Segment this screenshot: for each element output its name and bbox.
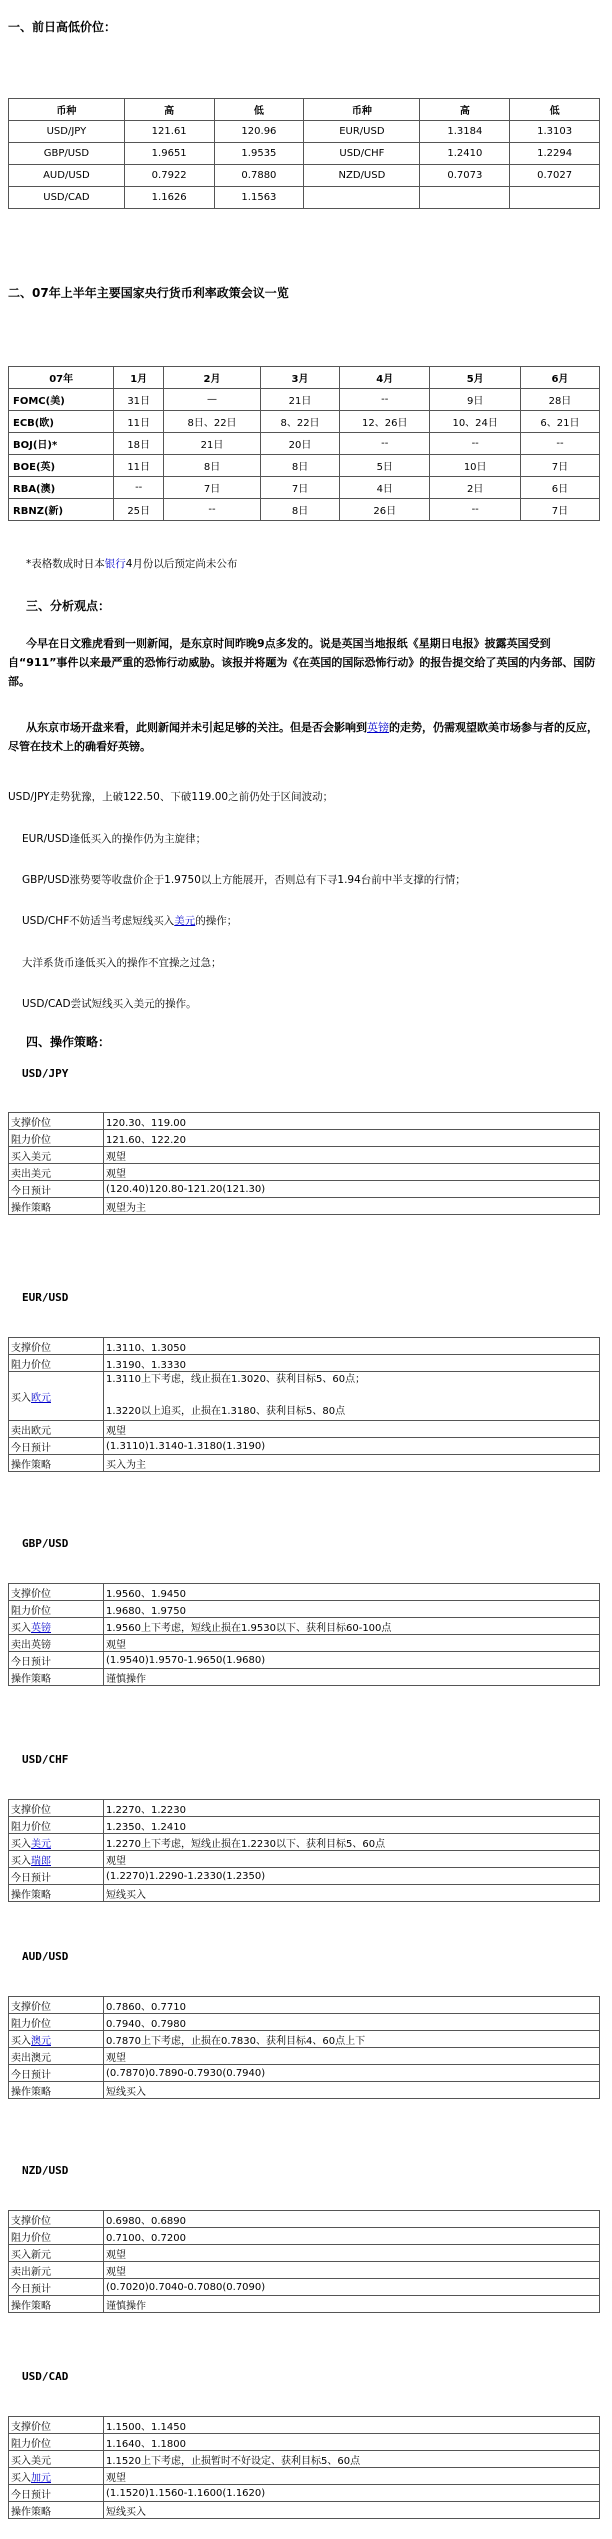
strategy-table	[8, 1583, 600, 1686]
central-bank-schedule-table	[8, 366, 600, 521]
strategy-row	[9, 1652, 600, 1669]
strategy-key: 支撑价位	[9, 1997, 104, 2014]
schedule-date-cell: 7日	[261, 477, 340, 499]
strategy-value: 观望	[104, 2468, 600, 2485]
strategy-row	[9, 2502, 600, 2519]
schedule-date-cell: 4日	[340, 477, 430, 499]
strategy-row	[9, 2279, 600, 2296]
strategy-key: 卖出新元	[9, 2262, 104, 2279]
schedule-bank-cell: FOMC(美)	[9, 389, 114, 411]
pair-title: AUD/USD	[22, 1950, 69, 1963]
price-header-cell: 低	[214, 99, 304, 121]
strategy-value: (1.9540)1.9570-1.9650(1.9680)	[104, 1652, 600, 1669]
price-cell: 1.9651	[124, 143, 214, 165]
price-cell: 0.7027	[510, 165, 600, 187]
schedule-date-cell: 12、26日	[340, 411, 430, 433]
strategy-row	[9, 1130, 600, 1147]
schedule-date-cell: --	[340, 389, 430, 411]
schedule-date-cell: 2日	[430, 477, 520, 499]
strategy-key: 支撑价位	[9, 1338, 104, 1355]
strategy-key: 卖出英镑	[9, 1635, 104, 1652]
schedule-date-cell: 18日	[114, 433, 164, 455]
strategy-value: 观望为主	[104, 1198, 600, 1215]
analysis-paragraph-1: 今早在日文雅虎看到一则新闻，是东京时间昨晚9点多发的。说是英国当地报纸《星期日电报》披露英国受到自“911”事件以来最严重的恐怖行动威胁。该报并将题为《在英国的国际恐怖行动》的报告提交给了英国的内务部、国防部。	[8, 637, 596, 688]
price-table-header	[9, 99, 600, 121]
strategy-value: (120.40)120.80-121.20(121.30)	[104, 1181, 600, 1198]
strategy-key: 阻力价位	[9, 2434, 104, 2451]
strategy-key-text: 买入	[11, 1838, 31, 1850]
strategy-key: 操作策略	[9, 2296, 104, 2313]
strategy-row	[9, 2262, 600, 2279]
strategy-key: 支撑价位	[9, 2417, 104, 2434]
strategy-row	[9, 1584, 600, 1601]
price-cell	[420, 187, 510, 209]
analysis-paragraph-2	[8, 718, 604, 756]
strategy-table	[8, 1112, 600, 1215]
strategy-value: 观望	[104, 1164, 600, 1181]
strategy-value: 1.9560上下考虑，短线止损在1.9530以下、获利目标60-100点	[104, 1618, 600, 1635]
strategy-value: 1.2350、1.2410	[104, 1817, 600, 1834]
strategy-row	[9, 2296, 600, 2313]
schedule-date-cell: 10、24日	[430, 411, 520, 433]
schedule-header-cell: 1月	[114, 367, 164, 389]
price-cell: 1.2410	[420, 143, 510, 165]
price-range-table	[8, 98, 600, 209]
schedule-table-header	[9, 367, 600, 389]
strategy-key: 支撑价位	[9, 1113, 104, 1130]
strategy-value: 0.7870上下考虑，止损在0.7830、获利目标4、60点上下	[104, 2031, 600, 2048]
price-header-cell: 高	[420, 99, 510, 121]
strategy-row	[9, 2211, 600, 2228]
schedule-date-cell: --	[430, 499, 520, 521]
strategy-row	[9, 2417, 600, 2434]
schedule-date-cell: 5日	[340, 455, 430, 477]
schedule-date-cell: --	[164, 499, 261, 521]
schedule-table-row	[9, 455, 600, 477]
schedule-date-cell: 8日	[261, 499, 340, 521]
price-cell: 1.1626	[124, 187, 214, 209]
strategy-value-line: 1.3110上下考虑，线止损在1.3020、获利目标5、60点；	[106, 1374, 366, 1385]
strategy-key	[9, 2468, 104, 2485]
schedule-date-cell: 6日	[520, 477, 599, 499]
schedule-bank-cell: RBA(澳)	[9, 477, 114, 499]
pair-title: USD/CHF	[22, 1753, 69, 1766]
strategy-key: 买入美元	[9, 1147, 104, 1164]
strategy-value: 120.30、119.00	[104, 1113, 600, 1130]
strategy-row	[9, 1455, 600, 1472]
view-usdchf-text: USD/CHF不妨适当考虑短线买入	[22, 915, 175, 927]
strategy-row	[9, 1355, 600, 1372]
view-usdjpy: USD/JPY走势犹豫，上破122.50、下破119.00之前仍处于区间波动；	[8, 791, 334, 803]
strategy-row	[9, 2468, 600, 2485]
schedule-date-cell: 10日	[430, 455, 520, 477]
strategy-value: 观望	[104, 1421, 600, 1438]
strategy-key	[9, 1834, 104, 1851]
strategy-value: 1.3190、1.3330	[104, 1355, 600, 1372]
strategy-row	[9, 1885, 600, 1902]
schedule-note	[26, 556, 237, 571]
strategy-value: 1.2270上下考虑，短线止损在1.2230以下、获利目标5、60点	[104, 1834, 600, 1851]
strategy-key-text: 买入	[11, 1855, 31, 1867]
strategy-table	[8, 1337, 600, 1472]
view-usdchf-text-end: 的操作；	[195, 915, 238, 927]
para2-text: 从东京市场开盘来看，此则新闻并未引起足够的关注。但是否会影响到	[26, 721, 367, 734]
strategy-value: 观望	[104, 2262, 600, 2279]
strategy-key: 阻力价位	[9, 1817, 104, 1834]
price-cell: NZD/USD	[304, 165, 420, 187]
price-cell: 1.3184	[420, 121, 510, 143]
strategy-value: 观望	[104, 1851, 600, 1868]
strategy-row	[9, 2031, 600, 2048]
currency-link[interactable]: 加元	[31, 2472, 51, 2484]
price-cell	[304, 187, 420, 209]
strategy-key: 买入新元	[9, 2245, 104, 2262]
strategy-row	[9, 1601, 600, 1618]
pair-title: EUR/USD	[22, 1291, 69, 1304]
schedule-date-cell: 26日	[340, 499, 430, 521]
strategy-value: 1.1520上下考虑，止损暂时不好设定、获利目标5、60点	[104, 2451, 600, 2468]
strategy-key: 阻力价位	[9, 2228, 104, 2245]
strategy-key	[9, 1618, 104, 1635]
strategy-row	[9, 1164, 600, 1181]
strategy-key: 卖出美元	[9, 1164, 104, 1181]
strategy-row	[9, 2014, 600, 2031]
schedule-date-cell: 11日	[114, 455, 164, 477]
price-cell: 0.7880	[214, 165, 304, 187]
price-header-cell: 币种	[304, 99, 420, 121]
strategy-row	[9, 1868, 600, 1885]
strategy-value: 1.1640、1.1800	[104, 2434, 600, 2451]
strategy-key: 今日预计	[9, 1438, 104, 1455]
spacer	[106, 1388, 597, 1404]
strategy-key: 今日预计	[9, 1652, 104, 1669]
price-header-cell: 低	[510, 99, 600, 121]
strategy-row	[9, 1618, 600, 1635]
strategy-key-text: 买入	[11, 2472, 31, 2484]
schedule-date-cell: 11日	[114, 411, 164, 433]
schedule-date-cell: 7日	[520, 499, 599, 521]
schedule-date-cell: 28日	[520, 389, 599, 411]
strategy-value: 观望	[104, 2245, 600, 2262]
strategy-row	[9, 2451, 600, 2468]
schedule-header-cell: 6月	[520, 367, 599, 389]
strategy-key: 阻力价位	[9, 1601, 104, 1618]
strategy-value: 0.7860、0.7710	[104, 1997, 600, 2014]
strategy-value: 0.7100、0.7200	[104, 2228, 600, 2245]
strategy-key: 支撑价位	[9, 1800, 104, 1817]
usd-link[interactable]: 美元	[174, 915, 196, 927]
strategy-value: 1.9680、1.9750	[104, 1601, 600, 1618]
pair-title: NZD/USD	[22, 2164, 69, 2177]
pair-title: GBP/USD	[22, 1537, 69, 1550]
strategy-row	[9, 2048, 600, 2065]
para2-text-end: 的走势，仍需观望欧美市场参与者的反应，尽管在技术上的确看好英镑。	[8, 721, 598, 753]
price-table-row	[9, 143, 600, 165]
strategy-row	[9, 2485, 600, 2502]
strategy-row	[9, 1851, 600, 1868]
schedule-table-row	[9, 433, 600, 455]
strategy-value: 观望	[104, 2048, 600, 2065]
price-cell: 120.96	[214, 121, 304, 143]
price-cell: 1.9535	[214, 143, 304, 165]
price-cell: GBP/USD	[9, 143, 125, 165]
strategy-key: 阻力价位	[9, 1130, 104, 1147]
strategy-key-text: 买入	[11, 1622, 31, 1634]
price-header-cell: 高	[124, 99, 214, 121]
price-cell: 1.2294	[510, 143, 600, 165]
price-table-row	[9, 187, 600, 209]
strategy-row	[9, 2228, 600, 2245]
gbp-link[interactable]: 英镑	[367, 721, 389, 734]
price-header-cell: 币种	[9, 99, 125, 121]
strategy-key: 操作策略	[9, 1198, 104, 1215]
currency-link[interactable]: 欧元	[31, 1392, 51, 1404]
schedule-header-cell: 3月	[261, 367, 340, 389]
schedule-header-cell: 5月	[430, 367, 520, 389]
price-cell: 0.7073	[420, 165, 510, 187]
section2-title: 二、07年上半年主要国家央行货币利率政策会议一览	[8, 286, 289, 300]
strategy-key: 卖出澳元	[9, 2048, 104, 2065]
strategy-row	[9, 1834, 600, 1851]
schedule-date-cell: --	[114, 477, 164, 499]
schedule-date-cell: 8、22日	[261, 411, 340, 433]
currency-link[interactable]: 英镑	[31, 1622, 51, 1634]
schedule-date-cell: --	[430, 433, 520, 455]
strategy-row	[9, 1181, 600, 1198]
strategy-key: 支撑价位	[9, 2211, 104, 2228]
strategy-value: 短线买入	[104, 1885, 600, 1902]
strategy-value: (0.7870)0.7890-0.7930(0.7940)	[104, 2065, 600, 2082]
schedule-date-cell: 25日	[114, 499, 164, 521]
schedule-table-row	[9, 411, 600, 433]
price-cell: 121.61	[124, 121, 214, 143]
price-table-row	[9, 165, 600, 187]
price-cell: 1.3103	[510, 121, 600, 143]
strategy-key	[9, 1372, 104, 1421]
schedule-date-cell: 31日	[114, 389, 164, 411]
strategy-value: 1.3110、1.3050	[104, 1338, 600, 1355]
strategy-value: (1.2270)1.2290-1.2330(1.2350)	[104, 1868, 600, 1885]
strategy-key: 操作策略	[9, 1455, 104, 1472]
view-eurusd: EUR/USD逢低买入的操作仍为主旋律；	[22, 833, 207, 845]
schedule-table-row	[9, 389, 600, 411]
schedule-date-cell: 7日	[164, 477, 261, 499]
strategy-value: 1.1500、1.1450	[104, 2417, 600, 2434]
strategy-table	[8, 1799, 600, 1902]
view-aud-nzd: 大洋系货币逢低买入的操作不宜操之过急；	[22, 957, 222, 969]
strategy-value: 观望	[104, 1635, 600, 1652]
strategy-key: 今日预计	[9, 2279, 104, 2296]
pair-title: USD/CAD	[22, 2370, 69, 2383]
bank-link[interactable]: 银行	[104, 558, 126, 570]
schedule-bank-cell: BOJ(日)*	[9, 433, 114, 455]
strategy-key: 卖出欧元	[9, 1421, 104, 1438]
schedule-date-cell: 8日	[164, 455, 261, 477]
strategy-row	[9, 2434, 600, 2451]
strategy-row	[9, 1800, 600, 1817]
strategy-key: 操作策略	[9, 2082, 104, 2099]
strategy-key: 买入美元	[9, 2451, 104, 2468]
strategy-key: 今日预计	[9, 1868, 104, 1885]
strategy-table	[8, 1996, 600, 2099]
pair-title: USD/JPY	[22, 1067, 69, 1080]
strategy-value: 短线买入	[104, 2082, 600, 2099]
strategy-value: 谨慎操作	[104, 1669, 600, 1686]
strategy-row	[9, 1817, 600, 1834]
strategy-key: 今日预计	[9, 1181, 104, 1198]
price-cell: AUD/USD	[9, 165, 125, 187]
schedule-date-cell: —	[164, 389, 261, 411]
strategy-row	[9, 1147, 600, 1164]
strategy-key	[9, 1851, 104, 1868]
schedule-date-cell: 20日	[261, 433, 340, 455]
strategy-value: (0.7020)0.7040-0.7080(0.7090)	[104, 2279, 600, 2296]
section4-title: 四、操作策略：	[26, 1035, 111, 1049]
view-usdchf	[22, 913, 237, 928]
price-cell: EUR/USD	[304, 121, 420, 143]
strategy-row	[9, 1669, 600, 1686]
strategy-key	[9, 2031, 104, 2048]
strategy-value: (1.1520)1.1560-1.1600(1.1620)	[104, 2485, 600, 2502]
strategy-value: 121.60、122.20	[104, 1130, 600, 1147]
schedule-bank-cell: BOE(英)	[9, 455, 114, 477]
strategy-value-line: 1.3220以上追买，止损在1.3180、获利目标5、80点	[106, 1406, 346, 1417]
section3-title: 三、分析观点：	[26, 599, 111, 613]
currency-link[interactable]: 美元	[31, 1838, 51, 1850]
strategy-key: 支撑价位	[9, 1584, 104, 1601]
price-cell: 0.7922	[124, 165, 214, 187]
view-usdcad: USD/CAD尝试短线买入美元的操作。	[22, 998, 197, 1010]
strategy-row	[9, 1635, 600, 1652]
schedule-date-cell: 21日	[261, 389, 340, 411]
strategy-table	[8, 2210, 600, 2313]
schedule-date-cell: 6、21日	[520, 411, 599, 433]
section1-title: 一、前日高低价位：	[8, 20, 117, 34]
strategy-value: 0.6980、0.6890	[104, 2211, 600, 2228]
schedule-header-cell: 2月	[164, 367, 261, 389]
strategy-row	[9, 2065, 600, 2082]
strategy-key-text: 买入	[11, 1392, 31, 1404]
strategy-row	[9, 1438, 600, 1455]
strategy-row	[9, 2082, 600, 2099]
schedule-table-row	[9, 499, 600, 521]
currency-link[interactable]: 瑞郎	[31, 1855, 51, 1867]
strategy-key: 今日预计	[9, 2065, 104, 2082]
view-gbpusd: GBP/USD涨势要等收盘价企于1.9750以上方能展开，否则总有下寻1.94台前中半支撑的行情；	[22, 874, 466, 886]
schedule-date-cell: --	[520, 433, 599, 455]
price-cell: USD/CAD	[9, 187, 125, 209]
strategy-value: 1.9560、1.9450	[104, 1584, 600, 1601]
strategy-row	[9, 1372, 600, 1421]
strategy-row	[9, 2245, 600, 2262]
strategy-key: 今日预计	[9, 2485, 104, 2502]
strategy-key: 操作策略	[9, 2502, 104, 2519]
schedule-date-cell: 8日	[261, 455, 340, 477]
schedule-date-cell: --	[340, 433, 430, 455]
price-cell	[510, 187, 600, 209]
strategy-value: 短线买入	[104, 2502, 600, 2519]
strategy-row	[9, 1421, 600, 1438]
strategy-key: 阻力价位	[9, 2014, 104, 2031]
strategy-row	[9, 1198, 600, 1215]
strategy-key: 操作策略	[9, 1669, 104, 1686]
currency-link[interactable]: 澳元	[31, 2035, 51, 2047]
strategy-row	[9, 1338, 600, 1355]
schedule-table-row	[9, 477, 600, 499]
strategy-value: (1.3110)1.3140-1.3180(1.3190)	[104, 1438, 600, 1455]
strategy-key: 操作策略	[9, 1885, 104, 1902]
strategy-value: 买入为主	[104, 1455, 600, 1472]
strategy-table	[8, 2416, 600, 2519]
schedule-bank-cell: ECB(欧)	[9, 411, 114, 433]
schedule-bank-cell: RBNZ(新)	[9, 499, 114, 521]
strategy-value: 0.7940、0.7980	[104, 2014, 600, 2031]
schedule-date-cell: 21日	[164, 433, 261, 455]
strategy-value	[104, 1372, 600, 1421]
strategy-value: 观望	[104, 1147, 600, 1164]
schedule-note-text-end: 4月份以后预定尚未公布	[125, 558, 238, 570]
schedule-date-cell: 8日、22日	[164, 411, 261, 433]
schedule-date-cell: 9日	[430, 389, 520, 411]
price-cell: USD/JPY	[9, 121, 125, 143]
schedule-header-cell: 07年	[9, 367, 114, 389]
strategy-key: 阻力价位	[9, 1355, 104, 1372]
strategy-key-text: 买入	[11, 2035, 31, 2047]
price-cell: 1.1563	[214, 187, 304, 209]
schedule-date-cell: 7日	[520, 455, 599, 477]
strategy-value: 1.2270、1.2230	[104, 1800, 600, 1817]
strategy-row	[9, 1997, 600, 2014]
price-cell: USD/CHF	[304, 143, 420, 165]
strategy-row	[9, 1113, 600, 1130]
schedule-header-cell: 4月	[340, 367, 430, 389]
strategy-value: 谨慎操作	[104, 2296, 600, 2313]
schedule-note-text: *表格数成时日本	[26, 558, 105, 570]
price-table-row	[9, 121, 600, 143]
